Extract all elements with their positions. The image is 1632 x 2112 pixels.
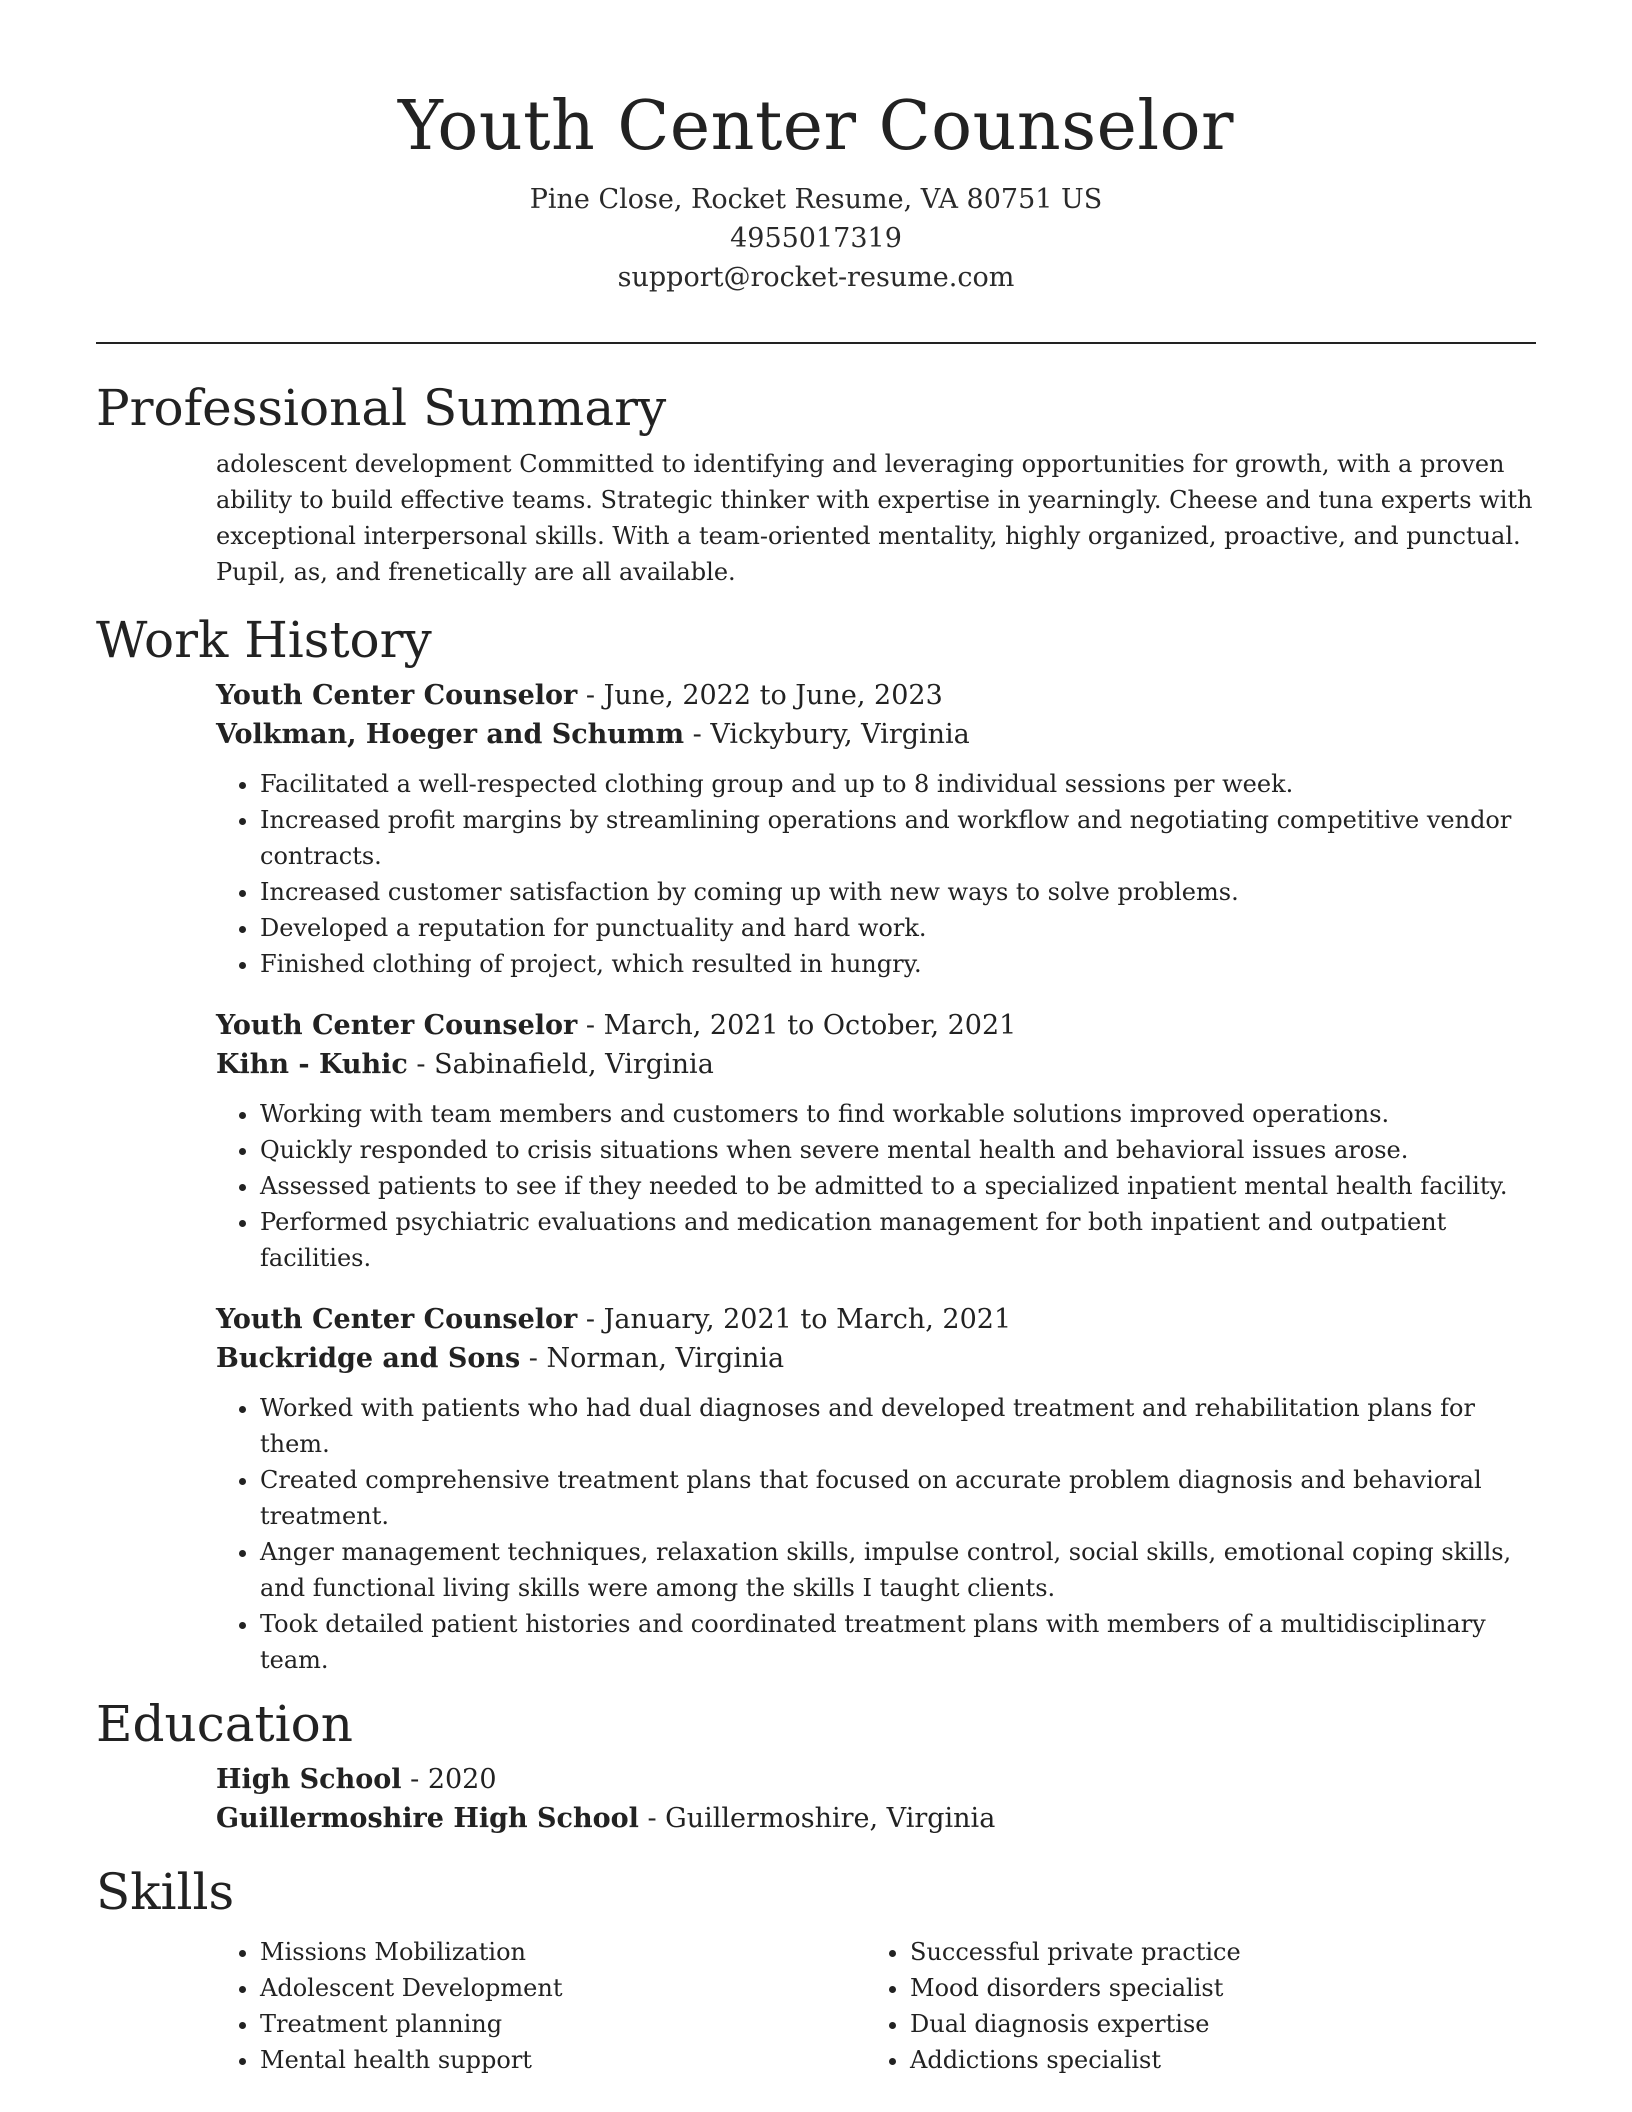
- job-bullets: [216, 766, 1536, 982]
- job-title-line: [216, 1300, 1536, 1339]
- contact-phone: 4955017319: [730, 223, 902, 254]
- job-location: - Vickybury, Virginia: [684, 719, 970, 750]
- skills-grid: [216, 1928, 1536, 2078]
- education-year: - 2020: [401, 1764, 497, 1795]
- skills-column-right: [866, 1928, 1516, 2078]
- work-history-title: Work History: [96, 611, 432, 669]
- job-location: - Sabinafield, Virginia: [407, 1049, 714, 1080]
- skills-column-left: [216, 1928, 866, 2078]
- job-company-line: [216, 715, 1536, 754]
- education-degree: High School: [216, 1764, 402, 1795]
- job-bullet: • Increased profit margins by streamlining operations and workflow and negotiating competitive vendor contracts.: [260, 802, 1536, 874]
- job-role: Youth Center Counselor: [216, 680, 578, 711]
- skill-item: • Adolescent Development: [260, 1970, 866, 2006]
- job-dates: - January, 2021 to March, 2021: [577, 1304, 1012, 1335]
- job-company: Kihn - Kuhic: [216, 1049, 408, 1080]
- resume-body: [96, 372, 1536, 2078]
- job-company: Buckridge and Sons: [216, 1343, 521, 1374]
- education-school-line: [216, 1799, 1536, 1838]
- job-bullet: • Quickly responded to crisis situations when severe mental health and behavioral issues arose.: [260, 1132, 1536, 1168]
- job-bullet: • Worked with patients who had dual diagnoses and developed treatment and rehabilitation plans for them.: [260, 1390, 1536, 1462]
- summary-section: [96, 372, 1536, 590]
- skill-item: • Mental health support: [260, 2042, 866, 2078]
- education-school: Guillermoshire High School: [216, 1803, 639, 1834]
- contact-email: support@rocket-resume.com: [617, 262, 1015, 293]
- job-company-line: [216, 1045, 1536, 1084]
- skill-item: • Successful private practice: [910, 1934, 1516, 1970]
- skills-section: [96, 1856, 1536, 2078]
- skill-item: • Mood disorders specialist: [910, 1970, 1516, 2006]
- header-divider: [96, 342, 1536, 344]
- summary-title: Professional Summary: [96, 379, 667, 437]
- job-title-line: [216, 676, 1536, 715]
- job-dates: - June, 2022 to June, 2023: [577, 680, 943, 711]
- job-company-line: [216, 1339, 1536, 1378]
- job-bullet: • Created comprehensive treatment plans that focused on accurate problem diagnosis and behavioral treatment.: [260, 1462, 1536, 1534]
- job-bullets: [216, 1096, 1536, 1276]
- contact-block: [0, 180, 1632, 297]
- skill-item: • Dual diagnosis expertise: [910, 2006, 1516, 2042]
- skills-title: Skills: [96, 1863, 235, 1921]
- job-location: - Norman, Virginia: [520, 1343, 785, 1374]
- job-bullet: • Working with team members and customers to find workable solutions improved operations.: [260, 1096, 1536, 1132]
- education-title: Education: [96, 1695, 353, 1753]
- job-entry: [216, 676, 1536, 982]
- skill-item: • Addictions specialist: [910, 2042, 1516, 2078]
- skill-item: • Missions Mobilization: [260, 1934, 866, 1970]
- skills-list: [866, 1934, 1516, 2078]
- candidate-name: Youth Center Counselor: [397, 87, 1235, 166]
- job-role: Youth Center Counselor: [216, 1010, 578, 1041]
- job-bullet: • Facilitated a well-respected clothing group and up to 8 individual sessions per week.: [260, 766, 1536, 802]
- resume-header: [0, 0, 1632, 297]
- job-bullet: • Increased customer satisfaction by coming up with new ways to solve problems.: [260, 874, 1536, 910]
- job-bullet: • Anger management techniques, relaxation skills, impulse control, social skills, emotional coping skills, and functional living skills were among the skills I taught clients.: [260, 1534, 1536, 1606]
- summary-text: adolescent development Committed to identifying and leveraging opportunities for growth, with a proven ability to build effective teams. Strategic thinker with expertise in yearningly. Cheese and tuna experts with exceptional interpersonal skills. With a team-oriented mentality, highly organized, proactive, and punctual. Pupil, as, and frenetically are all available.: [216, 450, 1533, 586]
- job-bullet: • Performed psychiatric evaluations and medication management for both inpatient and outpatient facilities.: [260, 1204, 1536, 1276]
- work-history-section: [96, 604, 1536, 1678]
- contact-address: Pine Close, Rocket Resume, VA 80751 US: [529, 184, 1103, 215]
- education-entry: [216, 1760, 1536, 1838]
- skills-list: [216, 1934, 866, 2078]
- job-bullets: [216, 1390, 1536, 1678]
- education-degree-line: [216, 1760, 1536, 1799]
- job-bullet: • Finished clothing of project, which resulted in hungry.: [260, 946, 1536, 982]
- education-section: [96, 1688, 1536, 1838]
- job-bullet: • Took detailed patient histories and coordinated treatment plans with members of a multidisciplinary team.: [260, 1606, 1536, 1678]
- education-location: - Guillermoshire, Virginia: [638, 1803, 996, 1834]
- job-title-line: [216, 1006, 1536, 1045]
- job-dates: - March, 2021 to October, 2021: [577, 1010, 1017, 1041]
- job-entry: [216, 1006, 1536, 1276]
- job-company: Volkman, Hoeger and Schumm: [216, 719, 685, 750]
- job-role: Youth Center Counselor: [216, 1304, 578, 1335]
- job-entry: [216, 1300, 1536, 1678]
- job-bullet: • Developed a reputation for punctuality and hard work.: [260, 910, 1536, 946]
- skill-item: • Treatment planning: [260, 2006, 866, 2042]
- job-bullet: • Assessed patients to see if they needed to be admitted to a specialized inpatient mental health facility.: [260, 1168, 1536, 1204]
